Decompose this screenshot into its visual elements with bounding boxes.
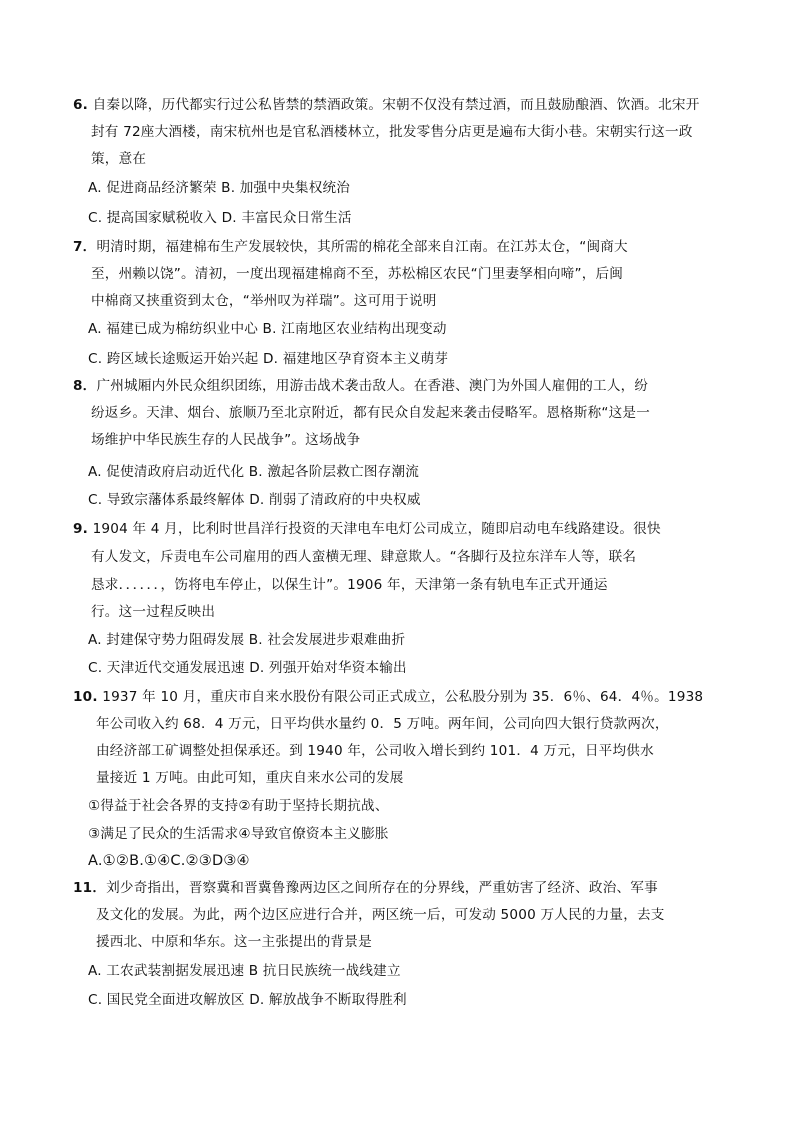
question-6-line-1: 6. 自秦以降，历代都实行过公私皆禁的禁酒政策。宋朝不仅没有禁过酒，而且鼓励酿酒、饮酒。北宋开 — [73, 97, 700, 113]
question-9-options-1: A. 封建保守势力阻碍发展 B. 社会发展进步艰难曲折 — [88, 632, 406, 648]
question-8-number: 8． — [73, 378, 97, 394]
question-8-line-2: 纷返乡。天津、烟台、旅顺乃至北京附近，都有民众自发起来袭击侵略军。恩格斯称“这是一 — [91, 405, 650, 421]
question-8-options-1: A. 促使清政府启动近代化 B. 激起各阶层救亡图存潮流 — [88, 464, 420, 480]
question-7-options-2: C. 跨区域长途贩运开始兴起 D. 福建地区孕育资本主义萌芽 — [88, 351, 449, 367]
question-7-line-3: 中棉商又挟重资到太仓，“举州叹为祥瑞”。这可用于说明 — [91, 293, 437, 309]
question-9-number: 9. — [73, 521, 89, 537]
question-6-line-2: 封有 72座大酒楼，南宋杭州也是官私酒楼林立，批发零售分店更是遍布大街小巷。宋朝实行这一政 — [91, 124, 693, 140]
question-8-line-1: 8．广州城厢内外民众组织团练，用游击战术袭击敌人。在香港、澳门为外国人雇佣的工人，纷 — [73, 378, 649, 394]
question-7-number: 7． — [73, 239, 97, 255]
question-7-options-1: A. 福建已成为棉纺织业中心 B. 江南地区农业结构出现变动 — [88, 321, 447, 337]
question-7-line-2: 至，州赖以饶”。清初，一度出现福建棉商不至，苏松棉区农民“门里妻孥相向啼”，后闽 — [91, 266, 624, 282]
question-9-line-1: 9. 1904 年 4 月，比利时世昌洋行投资的天津电车电灯公司成立，随即启动电车线路建设。很快 — [73, 521, 661, 537]
question-10-line-2: 年公司收入约 68．4 万元，日平均供水量约 0．5 万吨。两年间，公司向四大银行贷款两次， — [96, 716, 669, 732]
question-8-options-2: C. 导致宗藩体系最终解体 D. 削弱了清政府的中央权威 — [88, 492, 421, 508]
question-10-line-3: 由经济部工矿调整处担保承还。到 1940 年，公司收入增长到约 101．4 万元，日平均供水 — [96, 743, 654, 759]
question-10-item-1: ①得益于社会各界的支持②有助于坚持长期抗战、 — [88, 798, 389, 814]
question-10-item-2: ③满足了民众的生活需求④导致官僚资本主义膨胀 — [88, 826, 389, 842]
question-11-number: 11． — [73, 880, 107, 896]
question-6-options-1: A. 促进商品经济繁荣 B. 加强中央集权统治 — [88, 180, 351, 196]
question-6-number: 6. — [73, 97, 89, 113]
question-11-line-2: 及文化的发展。为此，两个边区应进行合并，两区统一后，可发动 5000 万人民的力量，去支 — [96, 907, 665, 923]
question-10-options: A.①②B.①④C.②③D③④ — [88, 853, 250, 869]
question-9-line-4: 行。这一过程反映出 — [91, 604, 216, 620]
question-10-number: 10. — [73, 689, 98, 705]
question-9-line-3: 恳求．．．．．．，饬将电车停止，以保生计”。1906 年，天津第一条有轨电车正式开通运 — [91, 577, 608, 593]
question-7-line-1: 7．明清时期，福建棉布生产发展较快，其所需的棉花全部来自江南。在江苏太仓，“闽商大 — [73, 239, 628, 255]
question-11-line-3: 援西北、中原和华东。这一主张提出的背景是 — [96, 934, 372, 950]
question-9-options-2: C. 天津近代交通发展迅速 D. 列强开始对华资本输出 — [88, 660, 407, 676]
question-11-line-1: 11．刘少奇指出，晋察冀和晋冀鲁豫两边区之间所存在的分界线，严重妨害了经济、政治、军事 — [73, 880, 658, 896]
question-10-line-4: 量接近 1 万吨。由此可知，重庆自来水公司的发展 — [96, 770, 404, 786]
question-9-line-2: 有人发文，斥责电车公司雇用的西人蛮横无理、肆意欺人。“各脚行及拉东洋车人等，联名 — [91, 549, 637, 565]
question-11-options-2: C. 国民党全面进攻解放区 D. 解放战争不断取得胜利 — [88, 992, 407, 1008]
question-11-options-1: A. 工农武装割据发展迅速 B 抗日民族统一战线建立 — [88, 963, 401, 979]
question-10-line-1: 10. 1937 年 10 月，重庆市自来水股份有限公司正式成立，公私股分别为 35．6％、64．4％。1938 — [73, 689, 704, 705]
question-6-options-2: C. 提高国家赋税收入 D. 丰富民众日常生活 — [88, 210, 352, 226]
question-6-line-3: 策，意在 — [91, 151, 147, 167]
question-8-line-3: 场维护中华民族生存的人民战争”。这场战争 — [91, 432, 361, 448]
